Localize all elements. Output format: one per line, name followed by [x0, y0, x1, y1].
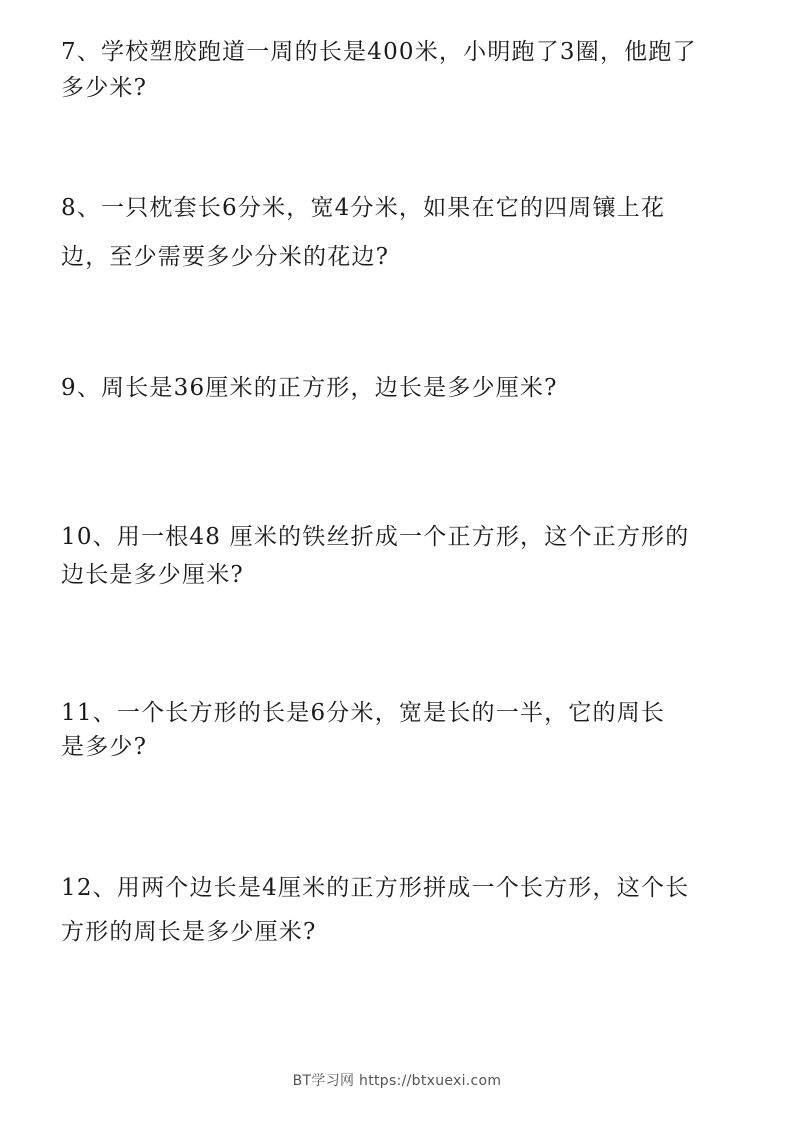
question-9-line-1: 9、周长是36厘米的正方形，边长是多少厘米? [61, 375, 558, 401]
question-8-line-1: 8、一只枕套长6分米，宽4分米，如果在它的四周镶上花 [61, 195, 666, 221]
question-11-line-1: 11、一个长方形的长是6分米，宽是长的一半，它的周长 [61, 700, 666, 726]
question-7-line-1: 7、学校塑胶跑道一周的长是400米，小明跑了3圈，他跑了 [61, 39, 697, 65]
question-11 [61, 696, 741, 764]
question-10 [61, 518, 741, 594]
question-10-line-2: 边长是多少厘米? [61, 562, 244, 588]
question-11-line-2: 是多少? [61, 734, 148, 760]
question-12-line-1: 12、用两个边长是4厘米的正方形拼成一个长方形，这个长 [61, 875, 690, 901]
question-7-line-2: 多少米? [61, 75, 148, 101]
question-9 [61, 368, 741, 408]
question-8 [61, 184, 741, 282]
question-10-line-1: 10、用一根48 厘米的铁丝折成一个正方形，这个正方形的 [61, 524, 690, 550]
question-8-line-2: 边，至少需要多少分米的花边? [61, 244, 390, 270]
question-7 [61, 34, 741, 106]
question-12-line-2: 方形的周长是多少厘米? [61, 919, 317, 945]
footer-watermark: BT学习网 https://btxuexi.com [292, 1073, 502, 1089]
question-12 [61, 866, 741, 954]
